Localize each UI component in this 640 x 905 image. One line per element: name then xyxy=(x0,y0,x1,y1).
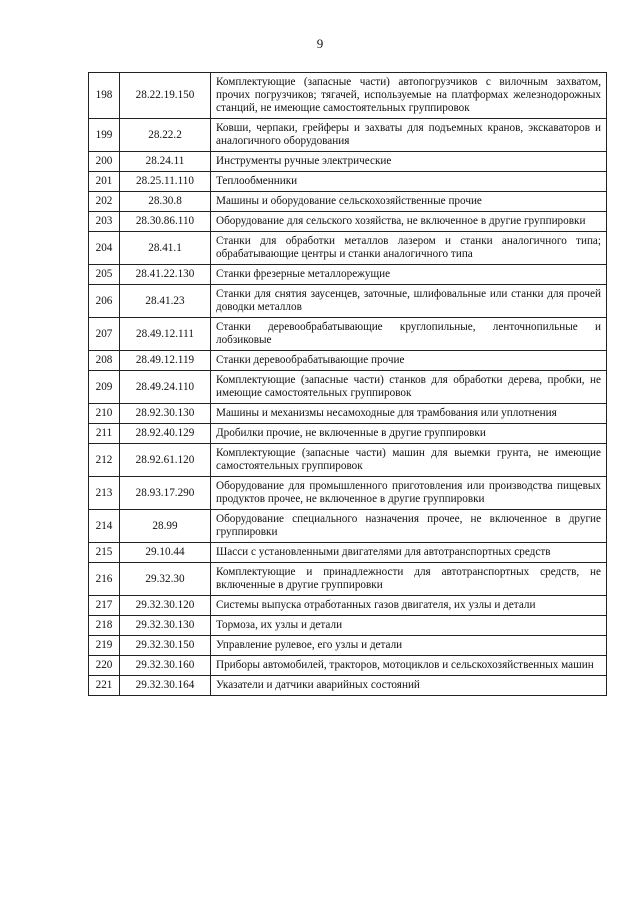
table-row xyxy=(89,212,607,232)
row-number: 211 xyxy=(89,424,120,444)
table-row xyxy=(89,73,607,119)
okpd-code: 28.92.61.120 xyxy=(120,444,211,477)
table-row xyxy=(89,477,607,510)
okpd-code: 28.25.11.110 xyxy=(120,172,211,192)
item-name: Системы выпуска отработанных газов двигателя, их узлы и детали xyxy=(211,596,607,616)
item-name: Указатели и датчики аварийных состояний xyxy=(211,676,607,696)
okpd-code: 29.32.30.130 xyxy=(120,616,211,636)
row-number: 209 xyxy=(89,371,120,404)
table-row xyxy=(89,676,607,696)
okpd-code: 28.92.30.130 xyxy=(120,404,211,424)
row-number: 218 xyxy=(89,616,120,636)
row-number: 206 xyxy=(89,285,120,318)
table-row xyxy=(89,563,607,596)
table-row xyxy=(89,172,607,192)
item-name: Станки деревообрабатывающие круглопильные, ленточнопильные и лобзиковые xyxy=(211,318,607,351)
item-name: Комплектующие (запасные части) машин для выемки грунта, не имеющие самостоятельных группировок xyxy=(211,444,607,477)
table-row xyxy=(89,404,607,424)
item-name: Оборудование специального назначения прочее, не включенное в другие группировки xyxy=(211,510,607,543)
table-row xyxy=(89,510,607,543)
row-number: 207 xyxy=(89,318,120,351)
item-name: Машины и оборудование сельскохозяйственные прочие xyxy=(211,192,607,212)
row-number: 203 xyxy=(89,212,120,232)
table-row xyxy=(89,192,607,212)
table-row xyxy=(89,351,607,371)
okpd-code: 28.92.40.129 xyxy=(120,424,211,444)
table-row xyxy=(89,232,607,265)
table-row xyxy=(89,119,607,152)
row-number: 215 xyxy=(89,543,120,563)
okpd-code: 28.41.1 xyxy=(120,232,211,265)
table-row xyxy=(89,152,607,172)
okpd-code: 28.22.19.150 xyxy=(120,73,211,119)
okpd-code: 28.41.23 xyxy=(120,285,211,318)
item-name: Станки фрезерные металлорежущие xyxy=(211,265,607,285)
okpd-code: 28.41.22.130 xyxy=(120,265,211,285)
row-number: 202 xyxy=(89,192,120,212)
table-row xyxy=(89,444,607,477)
item-name: Оборудование для промышленного приготовления или производства пищевых продуктов прочее, не включенное в другие группировки xyxy=(211,477,607,510)
okpd-code: 29.32.30.150 xyxy=(120,636,211,656)
row-number: 198 xyxy=(89,73,120,119)
okpd-code: 28.30.8 xyxy=(120,192,211,212)
okpd-code: 28.22.2 xyxy=(120,119,211,152)
row-number: 217 xyxy=(89,596,120,616)
okpd-code: 29.32.30.120 xyxy=(120,596,211,616)
table-row xyxy=(89,285,607,318)
row-number: 199 xyxy=(89,119,120,152)
table-row xyxy=(89,616,607,636)
item-name: Ковши, черпаки, грейферы и захваты для подъемных кранов, экскаваторов и аналогичного оборудования xyxy=(211,119,607,152)
registry-table-body xyxy=(89,73,607,696)
table-row xyxy=(89,636,607,656)
item-name: Дробилки прочие, не включенные в другие группировки xyxy=(211,424,607,444)
item-name: Станки для снятия заусенцев, заточные, шлифовальные или станки для прочей доводки металлов xyxy=(211,285,607,318)
item-name: Станки для обработки металлов лазером и станки аналогичного типа; обрабатывающие центры и станки аналогичного типа xyxy=(211,232,607,265)
row-number: 205 xyxy=(89,265,120,285)
row-number: 213 xyxy=(89,477,120,510)
row-number: 200 xyxy=(89,152,120,172)
row-number: 216 xyxy=(89,563,120,596)
item-name: Машины и механизмы несамоходные для трамбования или уплотнения xyxy=(211,404,607,424)
okpd-code: 28.99 xyxy=(120,510,211,543)
okpd-code: 28.93.17.290 xyxy=(120,477,211,510)
item-name: Станки деревообрабатывающие прочие xyxy=(211,351,607,371)
item-name: Комплектующие (запасные части) автопогрузчиков с вилочным захватом, прочих погрузчиков; тягачей, используемые на платформах железнодорожных станций, не имеющие самостоятельных группировок xyxy=(211,73,607,119)
row-number: 220 xyxy=(89,656,120,676)
item-name: Управление рулевое, его узлы и детали xyxy=(211,636,607,656)
table-row xyxy=(89,543,607,563)
table-row xyxy=(89,596,607,616)
item-name: Тормоза, их узлы и детали xyxy=(211,616,607,636)
item-name: Комплектующие (запасные части) станков для обработки дерева, пробки, не имеющие самостоятельных группировок xyxy=(211,371,607,404)
okpd-code: 28.30.86.110 xyxy=(120,212,211,232)
row-number: 214 xyxy=(89,510,120,543)
item-name: Оборудование для сельского хозяйства, не включенное в другие группировки xyxy=(211,212,607,232)
item-name: Комплектующие и принадлежности для автотранспортных средств, не включенные в другие группировки xyxy=(211,563,607,596)
item-name: Инструменты ручные электрические xyxy=(211,152,607,172)
table-row xyxy=(89,424,607,444)
row-number: 219 xyxy=(89,636,120,656)
table-row xyxy=(89,318,607,351)
row-number: 221 xyxy=(89,676,120,696)
row-number: 201 xyxy=(89,172,120,192)
okpd-code: 28.49.12.111 xyxy=(120,318,211,351)
table-row xyxy=(89,656,607,676)
registry-table xyxy=(88,72,607,696)
row-number: 212 xyxy=(89,444,120,477)
row-number: 204 xyxy=(89,232,120,265)
okpd-code: 29.10.44 xyxy=(120,543,211,563)
okpd-code: 29.32.30 xyxy=(120,563,211,596)
page-number: 9 xyxy=(316,36,324,51)
item-name: Теплообменники xyxy=(211,172,607,192)
okpd-code: 28.49.24.110 xyxy=(120,371,211,404)
row-number: 210 xyxy=(89,404,120,424)
okpd-code: 28.24.11 xyxy=(120,152,211,172)
table-row xyxy=(89,371,607,404)
okpd-code: 28.49.12.119 xyxy=(120,351,211,371)
okpd-code: 29.32.30.160 xyxy=(120,656,211,676)
row-number: 208 xyxy=(89,351,120,371)
table-row xyxy=(89,265,607,285)
item-name: Приборы автомобилей, тракторов, мотоциклов и сельскохозяйственных машин xyxy=(211,656,607,676)
item-name: Шасси с установленными двигателями для автотранспортных средств xyxy=(211,543,607,563)
okpd-code: 29.32.30.164 xyxy=(120,676,211,696)
